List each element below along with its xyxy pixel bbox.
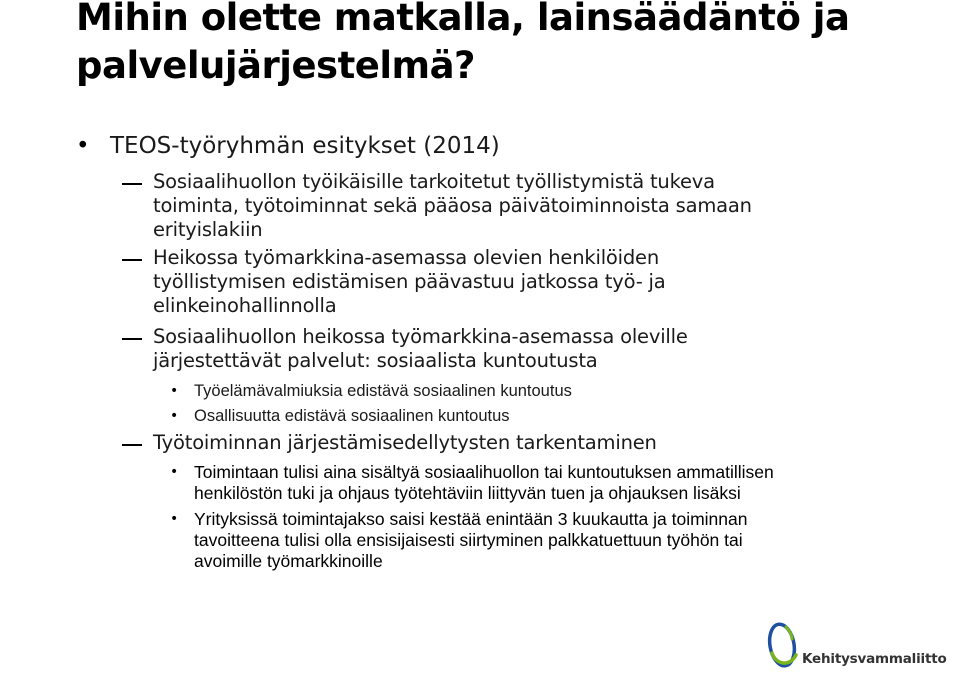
item-2 [153, 246, 913, 318]
sub-bullet-dot: • [170, 511, 179, 527]
bullet-dot: • [76, 133, 90, 159]
main-heading: TEOS-työryhmän esitykset (2014) [110, 133, 500, 159]
sub-item-line: Yrityksissä toimintajakso saisi kestää enintään 3 kuukautta ja toiminnan [194, 509, 748, 529]
sub-item-line: Toimintaan tulisi aina sisältyä sosiaalihuollon tai kuntoutuksen ammatillisen [194, 462, 774, 482]
sub-item-line: tavoitteena tulisi olla ensisijaisesti siirtyminen palkkatuettuun työhön tai [194, 530, 743, 550]
item-4-line: Työtoiminnan järjestämisedellytysten tarkentaminen [153, 431, 657, 454]
logo-text: Kehitysvammaliitto [802, 651, 947, 667]
title-text: Mihin olette matkalla, lainsäädäntö ja palvelujärjestelmä? [76, 0, 850, 87]
item-1-line: toiminta, työtoiminnat sekä pääosa päivätoiminnoista samaan [153, 194, 752, 217]
item-3 [153, 325, 913, 373]
dash-marker [122, 338, 142, 340]
item-1-line: erityislakiin [153, 218, 263, 241]
sub-item [194, 462, 914, 504]
item-1-line: Sosiaalihuollon työikäisille tarkoitetut työllistymistä tukeva [153, 170, 715, 193]
item-3-line: järjestettävät palvelut: sosiaalista kuntoutusta [153, 349, 598, 372]
sub-item: Osallisuutta edistävä sosiaalinen kuntoutus [194, 407, 510, 425]
dash-marker [122, 444, 142, 446]
item-2-line: elinkeinohallinnolla [153, 294, 337, 317]
sub-item-line: avoimille työmarkkinoille [194, 551, 383, 571]
dash-marker [122, 259, 142, 261]
sub-bullet-dot: • [170, 464, 179, 480]
sub-bullet-dot: • [170, 383, 179, 399]
dash-marker [122, 183, 142, 185]
organization-logo [760, 619, 950, 675]
sub-item-line: henkilöstön tuki ja ohjaus työtehtäviin liittyvän tuen ja ohjauksen lisäksi [194, 483, 741, 503]
item-4 [153, 431, 913, 455]
sub-item: Työelämävalmiuksia edistävä sosiaalinen kuntoutus [194, 382, 572, 400]
item-2-line: työllistymisen edistämisen päävastuu jatkossa työ- ja [153, 270, 666, 293]
sub-bullet-dot: • [170, 408, 179, 424]
sub-item [194, 509, 914, 572]
item-2-line: Heikossa työmarkkina-asemassa olevien henkilöiden [153, 246, 659, 269]
logo-mark-icon [760, 619, 804, 671]
item-1 [153, 170, 913, 242]
item-3-line: Sosiaalihuollon heikossa työmarkkina-asemassa oleville [153, 325, 688, 348]
